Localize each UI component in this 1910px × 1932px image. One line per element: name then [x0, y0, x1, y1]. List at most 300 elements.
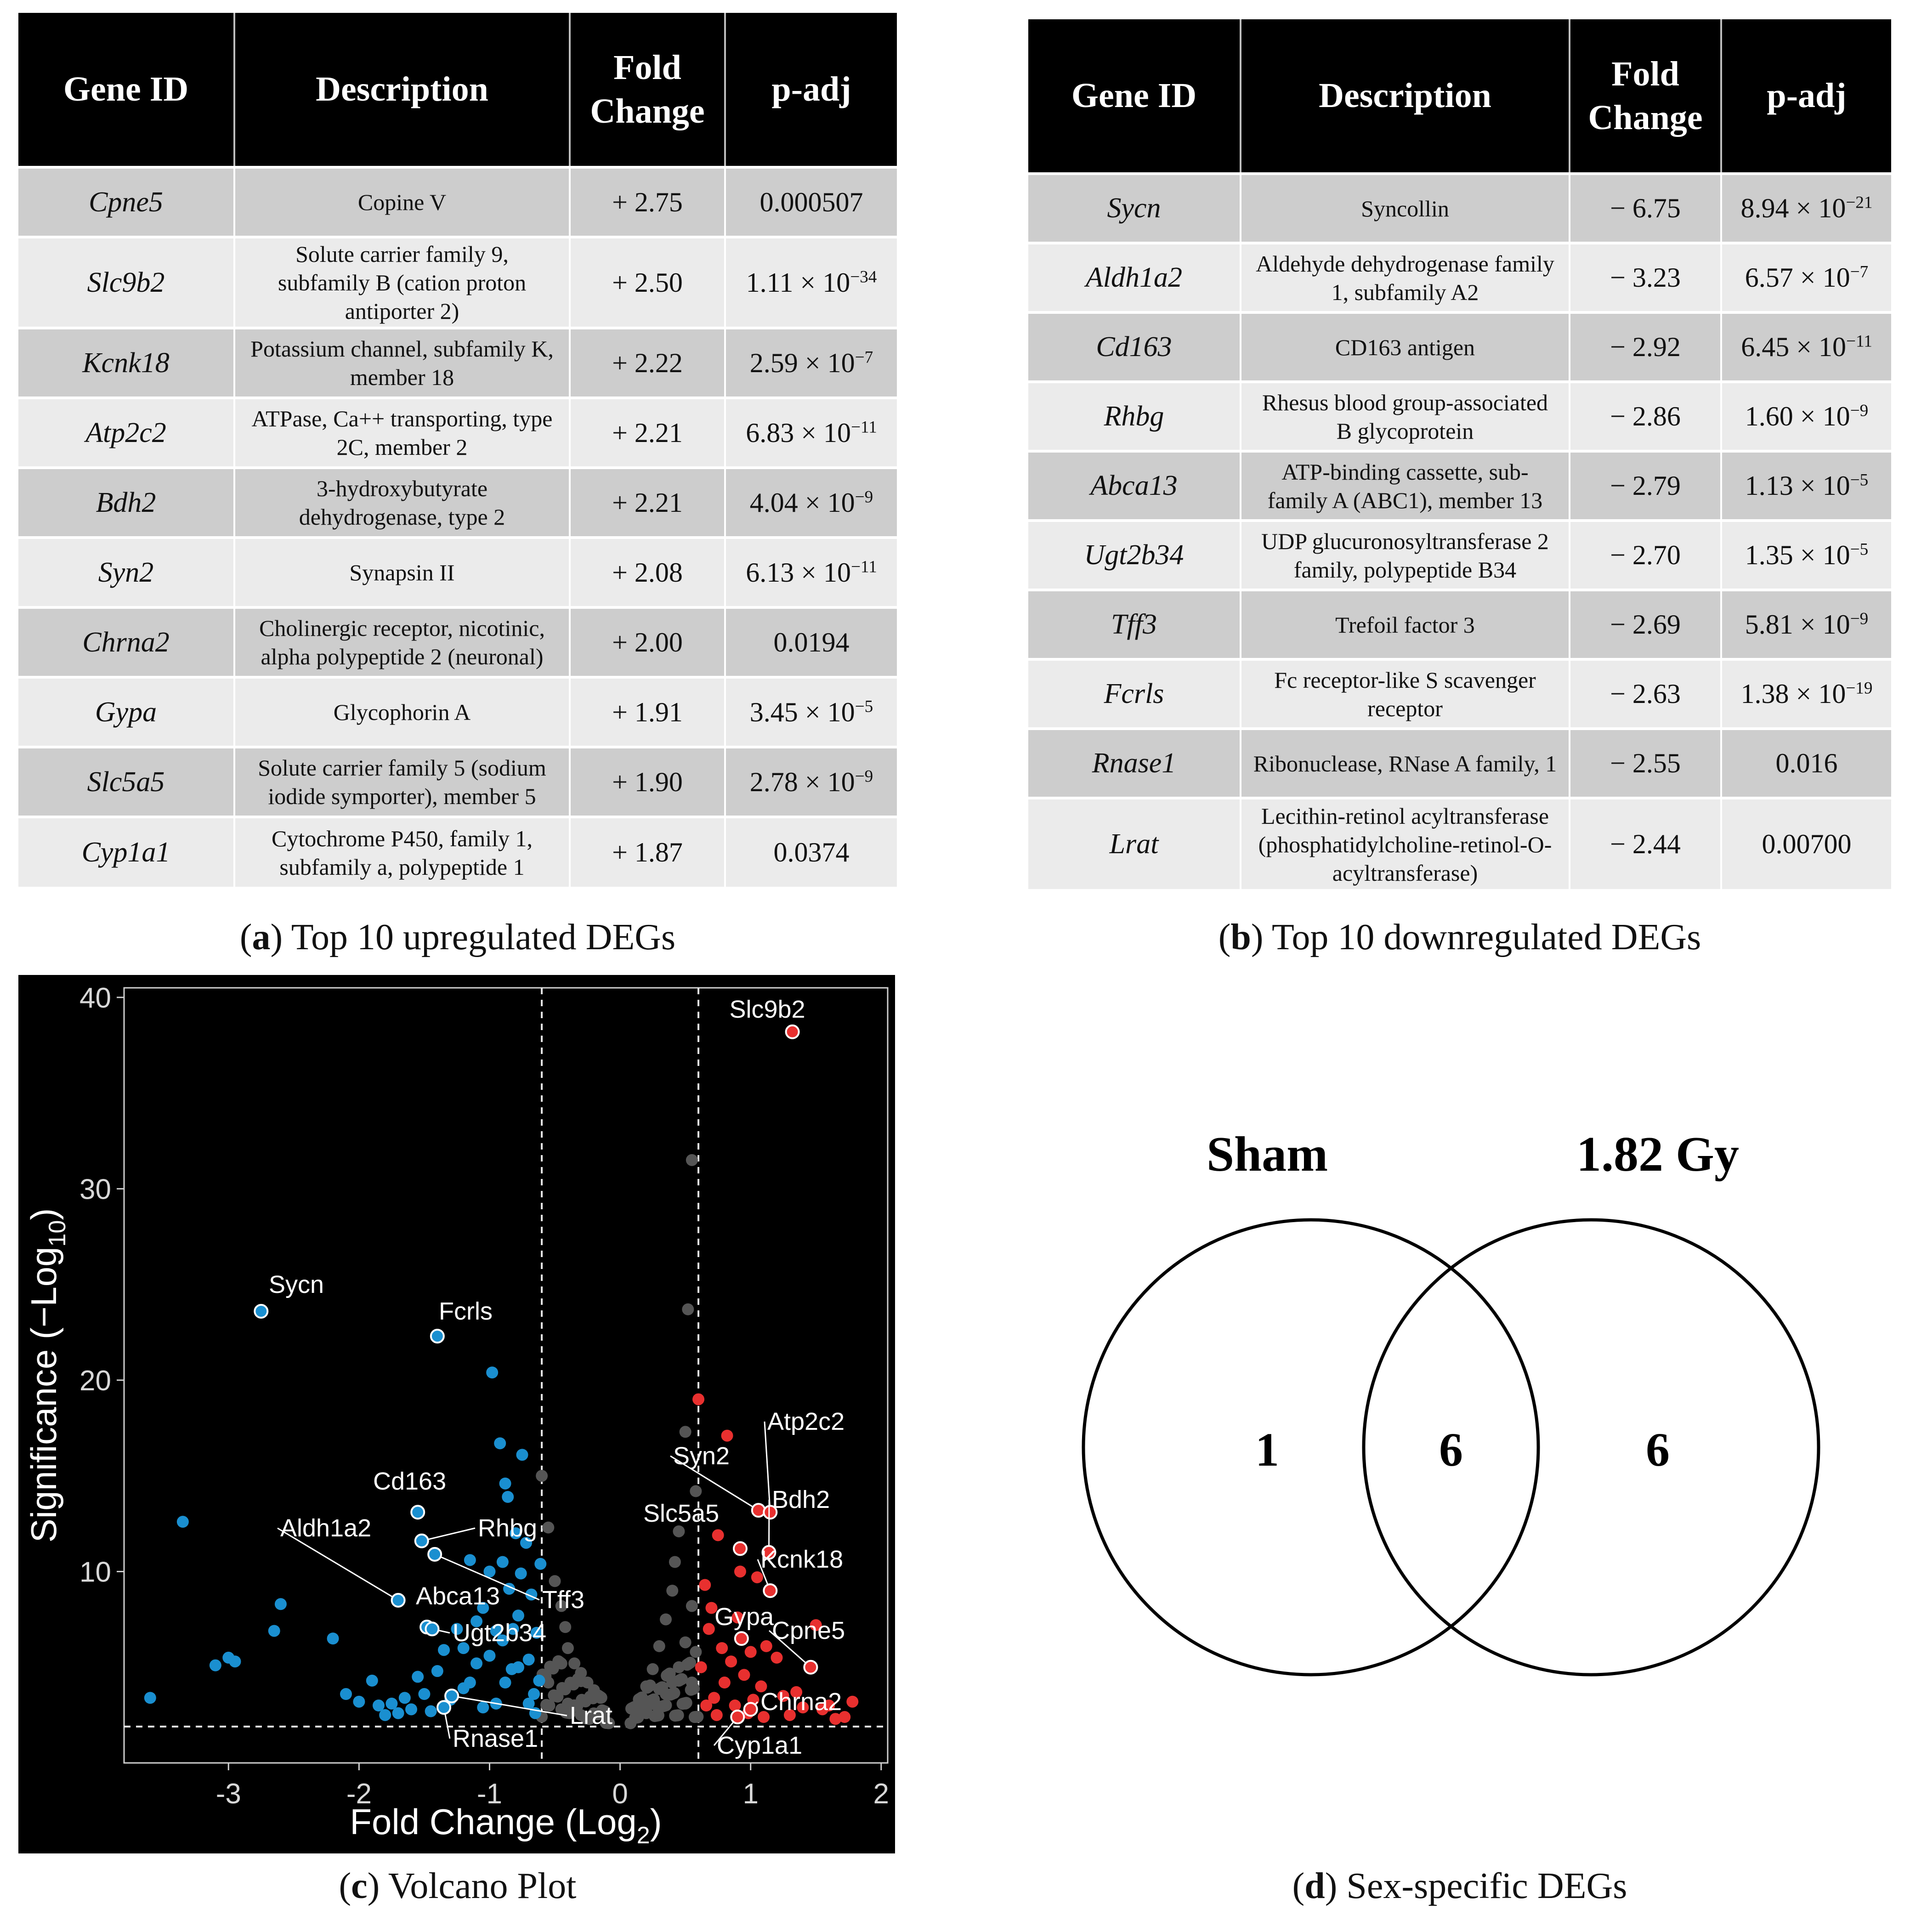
p-adj-exponent: −11: [851, 418, 877, 437]
up-point: [699, 1579, 711, 1591]
down-point: [483, 1650, 495, 1662]
ns-point: [680, 1637, 691, 1649]
caption-c: (c) Volcano Plot: [339, 1866, 577, 1906]
table-row: [1028, 659, 1891, 729]
ns-point: [686, 1154, 698, 1166]
p-adj-value: 4.04 × 10: [749, 487, 855, 518]
p-adj-cell: [1721, 659, 1891, 729]
point-label: Cpne5: [772, 1617, 845, 1644]
down-point: [534, 1558, 546, 1570]
gene-id-cell: Cyp1a1: [18, 817, 234, 887]
up-point: [712, 1529, 724, 1541]
gene-id-cell: Rhbg: [1028, 382, 1241, 451]
upregulated-degs-table: [18, 13, 897, 887]
p-adj-value: 8.94 × 10: [1740, 193, 1846, 224]
ns-point: [653, 1640, 665, 1652]
description-cell: Copine V: [234, 167, 570, 237]
fold-change-cell: + 1.91: [570, 677, 725, 747]
table-row: [18, 747, 897, 817]
fold-change-cell: − 6.75: [1570, 174, 1721, 243]
1-82-gy-only-count: 6: [1646, 1423, 1670, 1476]
ns-point: [690, 1485, 702, 1497]
down-point: [144, 1692, 156, 1704]
labeled-point-fcrls: [431, 1330, 444, 1343]
labeled-point-rnase1: [437, 1701, 450, 1714]
labeled-point-cyp1a1: [731, 1711, 744, 1723]
gene-id-cell: Tff3: [1028, 590, 1241, 659]
up-point: [721, 1430, 733, 1442]
table-row: [1028, 243, 1891, 312]
labeled-point-sycn: [255, 1305, 267, 1318]
p-adj-exponent: −11: [851, 557, 877, 577]
p-adj-exponent: −11: [1846, 332, 1872, 351]
ns-point: [660, 1614, 672, 1626]
down-point: [516, 1449, 528, 1461]
y-tick-label: 30: [79, 1173, 111, 1206]
ns-point: [669, 1556, 681, 1568]
point-label: Rhbg: [478, 1514, 538, 1542]
p-adj-value: 6.83 × 10: [746, 417, 851, 448]
p-adj-exponent: −5: [855, 697, 873, 716]
p-adj-cell: [725, 468, 897, 538]
p-adj-exponent: −21: [1846, 193, 1873, 212]
description-cell: ATPase, Ca++ transporting, type 2C, member 2: [234, 398, 570, 468]
table-row: [1028, 451, 1891, 521]
down-point: [275, 1598, 287, 1610]
fold-change-cell: − 2.92: [1570, 312, 1721, 382]
header-gene-id: Gene ID: [1028, 19, 1241, 174]
x-tick-label: -1: [476, 1778, 503, 1810]
table-row: [18, 468, 897, 538]
labeled-point-slc9b2: [786, 1025, 799, 1038]
p-adj-cell: [1721, 382, 1891, 451]
ns-point: [686, 1677, 698, 1688]
ns-point: [559, 1621, 571, 1633]
down-point: [340, 1688, 352, 1700]
table-row: [18, 538, 897, 607]
header-p-adj: p-adj: [725, 13, 897, 167]
label-leader-line: [422, 1528, 475, 1541]
up-point: [760, 1640, 772, 1652]
down-point: [412, 1671, 424, 1683]
p-adj-cell: [725, 167, 897, 237]
down-point: [425, 1705, 437, 1717]
p-adj-value: 0.0374: [773, 837, 850, 868]
p-adj-value: 6.45 × 10: [1741, 332, 1847, 363]
description-cell: Syncollin: [1241, 174, 1570, 243]
caption-letter: d: [1304, 1866, 1325, 1906]
header-description: Description: [234, 13, 570, 167]
down-point: [177, 1516, 189, 1528]
description-cell: Lecithin-retinol acyltransferase (phosphatidylcholine-retinol-O- acyltransferase): [1241, 798, 1570, 889]
fold-change-cell: + 2.21: [570, 468, 725, 538]
fold-change-cell: − 2.69: [1570, 590, 1721, 659]
x-tick-label: -3: [215, 1778, 241, 1810]
p-adj-exponent: −9: [855, 487, 873, 507]
table-row: [1028, 729, 1891, 798]
up-point: [695, 1661, 707, 1673]
point-label: Cyp1a1: [717, 1732, 803, 1759]
x-tick-label: 2: [873, 1778, 890, 1810]
x-tick-label: 1: [742, 1778, 759, 1810]
down-point: [499, 1677, 511, 1688]
labeled-point-chrna2: [744, 1703, 757, 1716]
fold-change-cell: + 1.90: [570, 747, 725, 817]
down-point: [477, 1701, 489, 1713]
p-adj-value: 6.13 × 10: [746, 557, 851, 588]
down-point: [399, 1692, 411, 1704]
up-point: [700, 1700, 712, 1711]
labeled-point-aldh1a2: [392, 1594, 405, 1607]
fold-change-cell: + 2.21: [570, 398, 725, 468]
labeled-point-ugt2b34: [425, 1622, 438, 1635]
caption-text: Top 10 upregulated DEGs: [283, 917, 676, 958]
ns-point: [689, 1711, 701, 1723]
gene-id-cell: Kcnk18: [18, 328, 234, 398]
labeled-point-slc5a5: [734, 1542, 747, 1555]
gene-id-cell: Cd163: [1028, 312, 1241, 382]
caption-letter: a: [252, 917, 271, 958]
ns-point: [680, 1698, 691, 1710]
labeled-point-lrat: [445, 1689, 458, 1702]
point-label: Slc5a5: [643, 1500, 720, 1527]
ns-point: [680, 1426, 691, 1438]
p-adj-exponent: −5: [1850, 540, 1869, 559]
down-point: [502, 1491, 514, 1503]
fold-change-cell: + 2.50: [570, 237, 725, 328]
ns-point: [544, 1660, 556, 1672]
p-adj-exponent: −9: [855, 767, 873, 786]
up-point: [692, 1394, 704, 1405]
p-adj-value: 6.57 × 10: [1745, 262, 1850, 293]
down-point: [353, 1696, 365, 1708]
description-cell: Solute carrier family 9, subfamily B (cation proton antiporter 2): [234, 237, 570, 328]
point-label: Atp2c2: [767, 1408, 845, 1435]
down-point: [499, 1478, 511, 1490]
p-adj-value: 1.38 × 10: [1740, 679, 1846, 709]
point-label: Kcnk18: [760, 1546, 844, 1573]
description-cell: Rhesus blood group-associated B glycoprotein: [1241, 382, 1570, 451]
header-gene-id: Gene ID: [18, 13, 234, 167]
down-point: [210, 1660, 221, 1671]
p-adj-cell: [1721, 312, 1891, 382]
fold-change-cell: − 2.70: [1570, 521, 1721, 590]
gene-id-cell: Chrna2: [18, 607, 234, 677]
point-label: Abca13: [416, 1582, 500, 1610]
description-cell: Cholinergic receptor, nicotinic, alpha polypeptide 2 (neuronal): [234, 607, 570, 677]
gene-id-cell: Syn2: [18, 538, 234, 607]
down-point: [366, 1675, 378, 1687]
ns-point: [562, 1642, 574, 1654]
volcano-plot-svg: [18, 975, 895, 1853]
table-row: [1028, 521, 1891, 590]
down-point: [379, 1709, 391, 1721]
down-point: [418, 1688, 430, 1700]
labeled-point-rhbg: [415, 1535, 428, 1547]
y-axis-label: Significance (−Log$_{10}$): [23, 1208, 71, 1543]
up-point: [734, 1565, 746, 1577]
gene-id-cell: Abca13: [1028, 451, 1241, 521]
p-adj-cell: [725, 607, 897, 677]
fold-change-cell: + 2.08: [570, 538, 725, 607]
fold-change-cell: − 2.63: [1570, 659, 1721, 729]
point-label: Chrna2: [760, 1688, 842, 1716]
x-tick-label: 0: [612, 1778, 628, 1810]
table-row: [18, 677, 897, 747]
up-point: [729, 1700, 741, 1711]
down-point: [523, 1654, 535, 1666]
table-row: [18, 237, 897, 328]
description-cell: Aldehyde dehydrogenase family 1, subfamily A2: [1241, 243, 1570, 312]
p-adj-value: 0.016: [1775, 748, 1838, 779]
point-label: Slc9b2: [729, 996, 805, 1023]
ns-point: [686, 1600, 698, 1612]
p-adj-exponent: −9: [1850, 609, 1869, 629]
p-adj-value: 1.11 × 10: [746, 267, 850, 298]
fold-change-cell: + 2.75: [570, 167, 725, 237]
p-adj-value: 1.13 × 10: [1745, 470, 1850, 501]
table-row: [1028, 798, 1891, 889]
ns-point: [647, 1663, 659, 1675]
fold-change-cell: − 2.44: [1570, 798, 1721, 889]
gene-id-cell: Aldh1a2: [1028, 243, 1241, 312]
table-row: [1028, 382, 1891, 451]
point-label: Lrat: [570, 1702, 613, 1729]
p-adj-value: 2.59 × 10: [749, 347, 855, 378]
y-tick-label: 40: [79, 982, 111, 1014]
ns-point: [549, 1690, 561, 1702]
table-row: [18, 607, 897, 677]
down-point: [392, 1707, 404, 1719]
y-tick-label: 20: [79, 1365, 111, 1397]
gene-id-cell: Bdh2: [18, 468, 234, 538]
down-point: [458, 1683, 470, 1694]
caption-text: Volcano Plot: [380, 1866, 577, 1906]
fold-change-cell: − 2.79: [1570, 451, 1721, 521]
ns-point: [549, 1575, 561, 1587]
up-point: [846, 1696, 858, 1708]
description-cell: Glycophorin A: [234, 677, 570, 747]
down-point: [497, 1556, 509, 1568]
point-label: Ugt2b34: [453, 1619, 547, 1647]
gene-id-cell: Fcrls: [1028, 659, 1241, 729]
p-adj-value: 0.0194: [773, 627, 850, 657]
p-adj-value: 1.60 × 10: [1745, 401, 1850, 432]
p-adj-exponent: −7: [855, 348, 873, 367]
up-point: [725, 1655, 737, 1667]
p-adj-exponent: −5: [1850, 470, 1869, 490]
table-header-row: [18, 13, 897, 167]
labeled-point-tff3: [428, 1548, 441, 1561]
gene-id-cell: Slc5a5: [18, 747, 234, 817]
p-adj-cell: [725, 538, 897, 607]
up-point: [719, 1677, 731, 1688]
ns-point: [660, 1688, 672, 1700]
description-cell: Cytochrome P450, family 1, subfamily a, polypeptide 1: [234, 817, 570, 887]
point-label: Bdh2: [772, 1486, 830, 1513]
header-fold-change: Fold Change: [570, 13, 725, 167]
gene-id-cell: Lrat: [1028, 798, 1241, 889]
table-row: [18, 328, 897, 398]
labeled-point-cd163: [411, 1506, 424, 1518]
gene-id-cell: Sycn: [1028, 174, 1241, 243]
p-adj-cell: [1721, 174, 1891, 243]
description-cell: ATP-binding cassette, sub- family A (ABC1), member 13: [1241, 451, 1570, 521]
down-point: [229, 1655, 241, 1667]
description-cell: 3-hydroxybutyrate dehydrogenase, type 2: [234, 468, 570, 538]
gene-id-cell: Gypa: [18, 677, 234, 747]
fold-change-cell: − 3.23: [1570, 243, 1721, 312]
down-point: [470, 1657, 482, 1669]
p-adj-cell: [725, 398, 897, 468]
y-tick-label: 10: [79, 1556, 111, 1588]
fold-change-cell: − 2.55: [1570, 729, 1721, 798]
ns-point: [640, 1680, 652, 1692]
volcano-plot: [18, 975, 895, 1853]
caption-text: Top 10 downregulated DEGs: [1263, 917, 1701, 958]
header-p-adj: p-adj: [1721, 19, 1891, 174]
caption-letter: b: [1230, 917, 1251, 958]
description-cell: Fc receptor-like S scavenger receptor: [1241, 659, 1570, 729]
fold-change-cell: + 2.00: [570, 607, 725, 677]
caption-b: (b) Top 10 downregulated DEGs: [1218, 917, 1701, 958]
ns-point: [540, 1699, 552, 1711]
table-row: [18, 398, 897, 468]
set-label-sham: Sham: [1206, 1127, 1328, 1182]
ns-point: [669, 1710, 681, 1722]
caption-d: (d) Sex-specific DEGs: [1292, 1866, 1627, 1906]
description-cell: Trefoil factor 3: [1241, 590, 1570, 659]
point-label: Rnase1: [453, 1725, 538, 1752]
intersection-count: 6: [1439, 1423, 1463, 1476]
up-point: [711, 1709, 723, 1721]
p-adj-exponent: −19: [1846, 679, 1873, 698]
ns-point: [682, 1303, 694, 1315]
p-adj-cell: [1721, 798, 1891, 889]
caption-letter: c: [351, 1866, 368, 1906]
down-point: [268, 1625, 280, 1637]
ns-point: [536, 1470, 548, 1482]
up-point: [771, 1652, 783, 1664]
description-cell: Solute carrier family 5 (sodium iodide symporter), member 5: [234, 747, 570, 817]
down-point: [464, 1554, 476, 1566]
venn-circle-1-82-gy: [1364, 1220, 1819, 1675]
labeled-point-kcnk18: [764, 1584, 776, 1597]
description-cell: Synapsin II: [234, 538, 570, 607]
ns-point: [666, 1677, 678, 1688]
labeled-point-cpne5: [804, 1661, 817, 1674]
down-point: [327, 1632, 339, 1644]
table-row: [1028, 174, 1891, 243]
down-point: [515, 1568, 527, 1580]
gene-id-cell: Rnase1: [1028, 729, 1241, 798]
table-row: [18, 167, 897, 237]
gene-id-cell: Slc9b2: [18, 237, 234, 328]
p-adj-cell: [1721, 243, 1891, 312]
up-point: [745, 1646, 757, 1658]
p-adj-value: 3.45 × 10: [749, 697, 855, 727]
table-row: [18, 817, 897, 887]
up-point: [716, 1642, 728, 1654]
ns-point: [640, 1707, 652, 1719]
fold-change-cell: + 1.87: [570, 817, 725, 887]
header-fold-change: Fold Change: [1570, 19, 1721, 174]
p-adj-cell: [1721, 451, 1891, 521]
ns-point: [542, 1522, 554, 1534]
fold-change-cell: + 2.22: [570, 328, 725, 398]
ns-point: [690, 1646, 702, 1658]
ns-point: [673, 1661, 685, 1673]
venn-circle-sham: [1083, 1220, 1538, 1675]
downregulated-degs-table: [1028, 19, 1891, 889]
p-adj-value: 0.00700: [1762, 829, 1852, 860]
point-label: Sycn: [269, 1271, 324, 1298]
point-label: Gypa: [714, 1603, 774, 1631]
labeled-point-syn2: [752, 1504, 765, 1517]
point-label: Cd163: [373, 1467, 447, 1495]
x-axis-label: Fold Change (Log$_2$): [350, 1802, 662, 1849]
labeled-point-gypa: [735, 1632, 748, 1645]
table-header-row: [1028, 19, 1891, 174]
p-adj-exponent: −7: [1850, 262, 1869, 282]
point-label: Tff3: [542, 1586, 585, 1614]
up-point: [703, 1623, 715, 1635]
p-adj-cell: [725, 817, 897, 887]
x-tick-label: -2: [346, 1778, 372, 1810]
fold-change-cell: − 2.86: [1570, 382, 1721, 451]
p-adj-value: 1.35 × 10: [1745, 540, 1850, 571]
gene-id-cell: Ugt2b34: [1028, 521, 1241, 590]
table-row: [1028, 590, 1891, 659]
p-adj-value: 2.78 × 10: [749, 766, 855, 797]
p-adj-exponent: −34: [850, 267, 877, 287]
up-point: [738, 1669, 750, 1681]
gene-id-cell: Cpne5: [18, 167, 234, 237]
p-adj-cell: [1721, 521, 1891, 590]
venn-diagram: [1028, 1093, 1891, 1700]
down-point: [494, 1437, 506, 1449]
down-point: [512, 1661, 524, 1673]
down-point: [431, 1665, 443, 1677]
p-adj-cell: [1721, 590, 1891, 659]
caption-a: (a) Top 10 upregulated DEGs: [239, 917, 676, 958]
header-description: Description: [1241, 19, 1570, 174]
description-cell: UDP glucuronosyltransferase 2 family, polypeptide B34: [1241, 521, 1570, 590]
table-row: [1028, 312, 1891, 382]
down-point: [405, 1703, 417, 1715]
gene-id-cell: Atp2c2: [18, 398, 234, 468]
p-adj-cell: [725, 677, 897, 747]
down-point: [533, 1675, 545, 1687]
description-cell: Potassium channel, subfamily K, member 18: [234, 328, 570, 398]
description-cell: Ribonuclease, RNase A family, 1: [1241, 729, 1570, 798]
down-point: [486, 1366, 498, 1378]
point-label: Syn2: [673, 1442, 730, 1470]
ns-point: [666, 1585, 678, 1597]
p-adj-value: 5.81 × 10: [1745, 609, 1850, 640]
set-label-1-82-gy: 1.82 Gy: [1576, 1127, 1740, 1182]
sham-only-count: 1: [1255, 1423, 1279, 1476]
ns-point: [651, 1700, 663, 1711]
caption-text: Sex-specific DEGs: [1337, 1866, 1627, 1906]
p-adj-exponent: −9: [1850, 401, 1869, 420]
point-label: Aldh1a2: [280, 1514, 372, 1542]
p-adj-cell: [725, 328, 897, 398]
point-label: Fcrls: [439, 1297, 493, 1325]
p-adj-cell: [725, 237, 897, 328]
down-point: [438, 1644, 450, 1656]
p-adj-cell: [1721, 729, 1891, 798]
